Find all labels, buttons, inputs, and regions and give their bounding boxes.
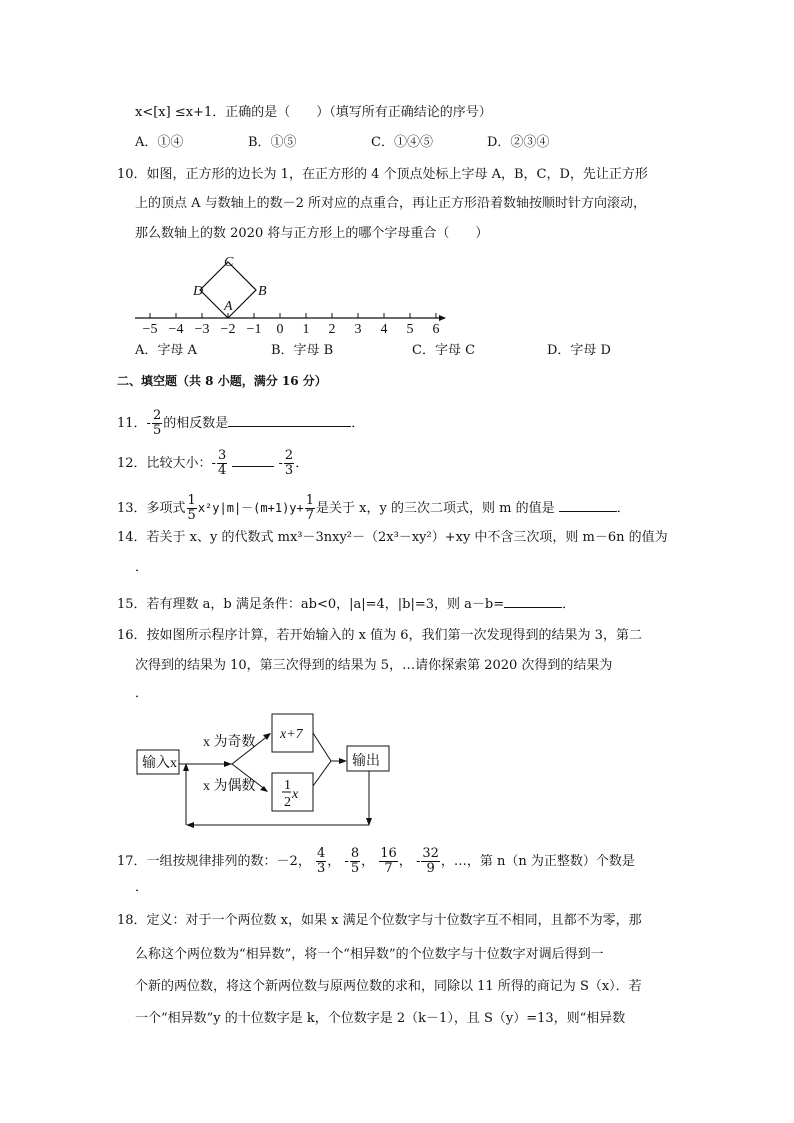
q16-line2: 次得到的结果为 10，第三次得到的结果为 5，…请你探索第 2020 次得到的结果为 (135, 658, 613, 673)
number-line-figure (135, 255, 446, 337)
q17-line2: ． (135, 880, 149, 895)
axis-arrow-icon (439, 315, 446, 321)
half-denominator: 2 (284, 795, 291, 810)
vertex-a: A (224, 299, 233, 314)
q11: 11．- $\frac{2}{5}$ 的相反数是 ． (117, 408, 365, 438)
q16-line1: 16．按如图所示程序计算，若开始输入的 x 值为 6，我们第一次发现得到的结果为 3，第二 (117, 628, 642, 643)
tick-label: −2 (220, 322, 236, 337)
q16-line3: ． (135, 686, 149, 701)
q10-option-d: D．字母 D (547, 343, 611, 358)
q18-line4: 一个“相异数”y 的十位数字是 k，个位数字是 2（k－1），且 S（y）=13，则“相异数 (135, 1011, 626, 1026)
answer-blank[interactable] (504, 593, 562, 608)
q9-text: x<[x] ≤x+1．正确的是（ ）（填写所有正确结论的序号） (135, 105, 492, 120)
q15: 15．若有理数 a，b 满足条件：ab<0，|a|=4，|b|=3，则 a－b= ． (117, 593, 575, 614)
output-label: 输出 (352, 754, 380, 769)
half-numerator: 1 (284, 778, 291, 793)
q9-option-a: A．①④ (135, 135, 184, 150)
tick-label: −4 (168, 322, 184, 337)
answer-blank[interactable] (228, 412, 351, 427)
q10-option-a: A．字母 A (135, 343, 197, 358)
q12: 12．比较大小：- $\frac{3}{4}$ - $\frac{2}{3}$ ． (117, 448, 309, 478)
tick-label: −5 (142, 322, 158, 337)
q13: 13．多项式 $\frac{1}{5}$ x²y|m|－(m+1)y+ $\frac{1}{7}$ 是关于 x，y 的三次二项式，则 m 的值是 ． (117, 493, 630, 523)
tick-label: 5 (406, 322, 414, 337)
tick-label: 4 (380, 322, 388, 337)
q18-line2: 么称这个两位数为“相异数”，将一个“相异数”的个位数字与十位数字对调后得到一 (135, 947, 604, 962)
tick-label: 3 (354, 322, 362, 337)
even-label: x 为偶数 (203, 779, 256, 794)
input-label: 输入x (142, 756, 177, 771)
q10-option-b: B．字母 B (271, 343, 334, 358)
section-heading: 二、填空题（共 8 小题，满分 16 分） (117, 374, 327, 388)
q10-option-c: C．字母 C (412, 343, 476, 358)
half-x: x (292, 787, 299, 802)
vertex-d: D (193, 284, 204, 299)
q9-option-b: B．①⑤ (248, 135, 297, 150)
q10-line2: 上的顶点 A 与数轴上的数－2 所对应的点重合，再让正方形沿着数轴按顺时针方向滚动， (135, 196, 647, 211)
q10-line1: 10．如图，正方形的边长为 1，在正方形的 4 个顶点处标上字母 A，B，C，D，先让正方形 (117, 167, 648, 182)
vertex-c: C (224, 255, 234, 270)
odd-expression: x+7 (280, 727, 303, 742)
q17: 17．一组按规律排列的数：－2， $\frac{4}{3}$ ， - $\frac{8}{5}$ ， $\frac{16}{7}$ ， - $\frac{32}{9}$ ，…，第 n（n 为正整数）个数是 (117, 846, 635, 876)
q14-line2: ． (135, 560, 149, 575)
vertex-b: B (258, 284, 267, 299)
answer-blank[interactable] (559, 497, 617, 512)
q18-line3: 个新的两位数，将这个新两位数与原两位数的求和，同除以 11 所得的商记为 S（x）．若 (135, 979, 642, 994)
tick-label: 1 (302, 322, 310, 337)
q9-option-c: C．①④⑤ (371, 135, 433, 150)
q18-line1: 18．定义：对于一个两位数 x，如果 x 满足个位数字与十位数字互不相同，且都不为零，那 (117, 913, 642, 928)
q14-line1: 14．若关于 x、y 的代数式 mx³－3nxy²－（2x³－xy²）+xy 中不含三次项，则 m－6n 的值为 (117, 530, 668, 545)
q10-line3: 那么数轴上的数 2020 将与正方形上的哪个字母重合（ ） (135, 226, 489, 241)
tick-label: 0 (276, 322, 284, 337)
q9-option-d: D．②③④ (487, 135, 550, 150)
tick-label: −3 (194, 322, 210, 337)
odd-label: x 为奇数 (203, 735, 256, 750)
answer-blank[interactable] (232, 452, 274, 467)
tick-label: 6 (432, 322, 440, 337)
tick-label: 2 (328, 322, 336, 337)
fraction: $\frac{2}{5}$ (152, 408, 162, 438)
tick-label: −1 (246, 322, 262, 337)
